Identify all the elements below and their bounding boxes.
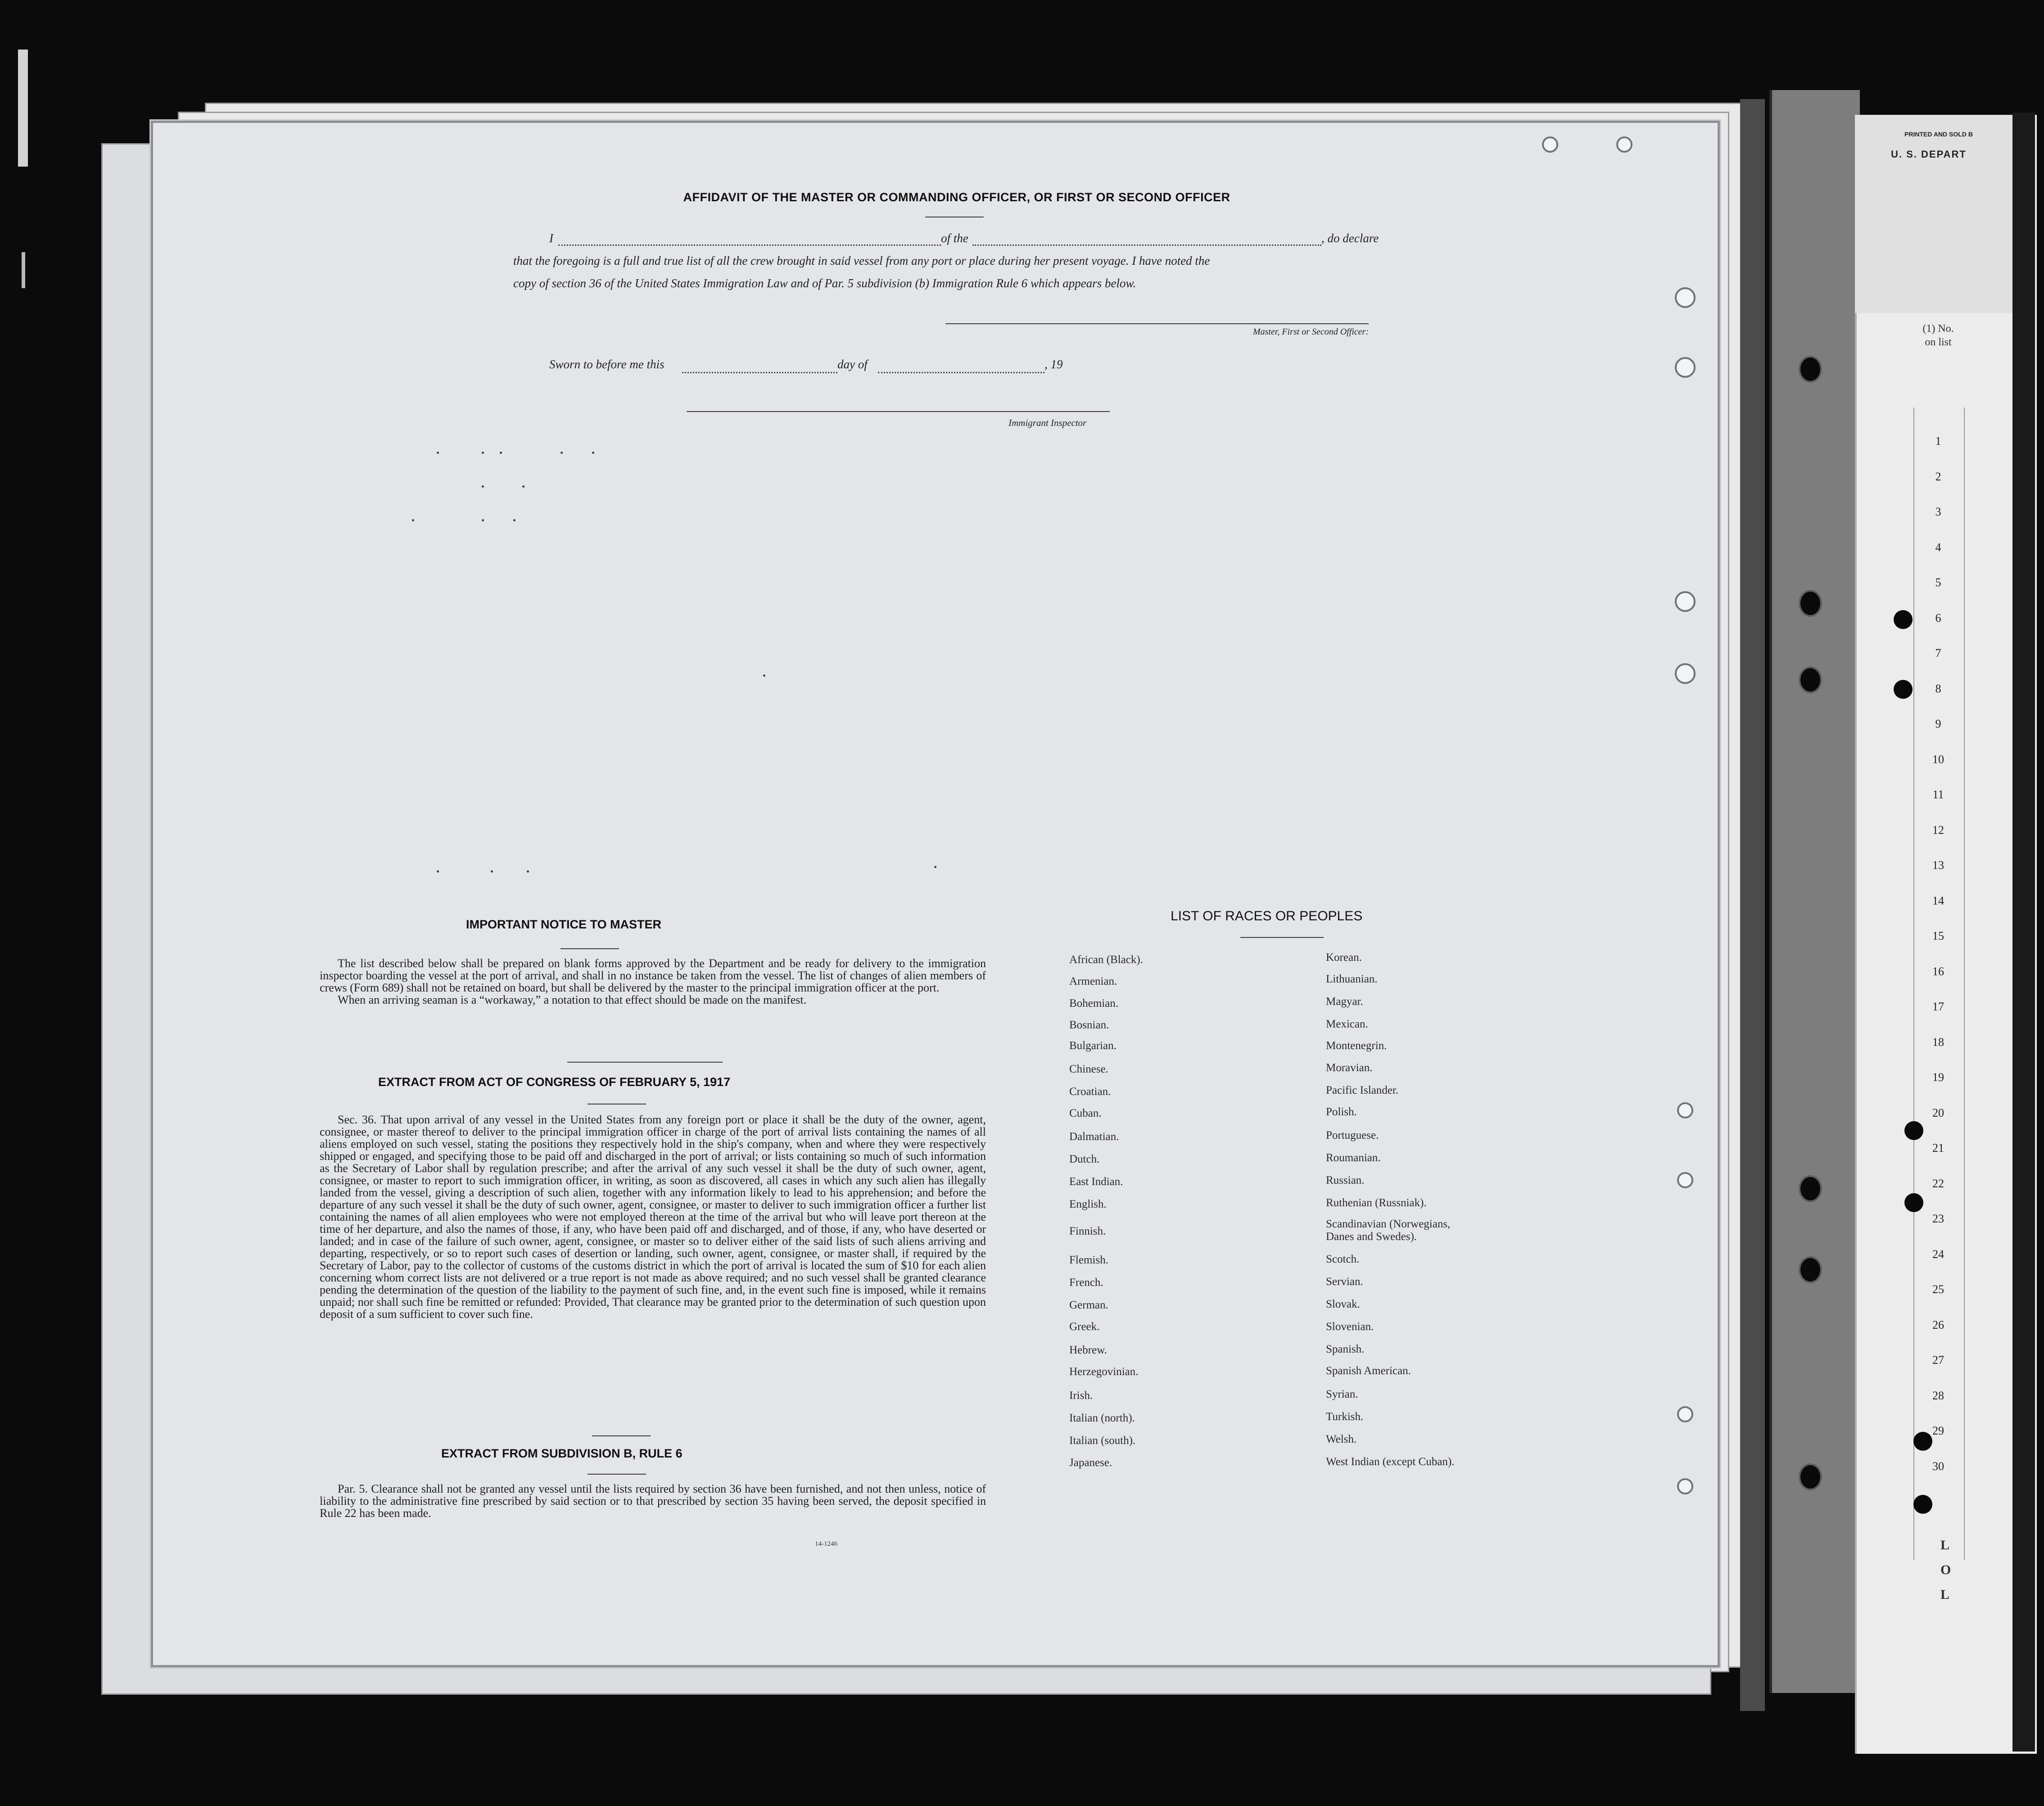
sworn-month-field[interactable] [878, 372, 1045, 373]
side-card-row-number: 9 [1935, 717, 1941, 730]
form-code: 14-1246 [815, 1540, 837, 1548]
race-item: Japanese. [1069, 1457, 1112, 1469]
side-card-row-number: 14 [1932, 894, 1944, 907]
side-card-row-number: 18 [1932, 1035, 1944, 1049]
race-item: Pacific Islander. [1326, 1084, 1399, 1096]
paper-speck [513, 519, 516, 521]
side-card-row-number: 2 [1935, 470, 1941, 483]
race-item: Hebrew. [1069, 1344, 1107, 1356]
side-card-row-number: 3 [1935, 505, 1941, 518]
affidavit-declare-label: , do declare [1321, 231, 1379, 245]
race-item: Finnish. [1069, 1225, 1106, 1237]
race-item: Chinese. [1069, 1063, 1108, 1075]
race-item: Herzegovinian. [1069, 1366, 1139, 1378]
binding-ring-icon [1675, 357, 1696, 378]
side-card-row-number: 26 [1932, 1318, 1944, 1331]
side-card-footer-mark: L [1940, 1538, 1950, 1553]
side-card-punch-hole [1894, 680, 1913, 699]
extract-act-paragraph: Sec. 36. That upon arrival of any vessel in the United States from any foreign port or place it shall be the duty of the owner, agent, consignee, or master thereof to deliver to the principal immigration officer in charge of the port of arrival lists containing the names of all aliens employed on such vessel, stating the positions they respectively hold in the ship's company, when and where they were respectively shipped or engaged, and specifying those to be paid off and discharged in the port of arrival; or lists containing so much of such information as the Secretary of Labor shall by regulation prescribe; and after the arrival of any such vessel it shall be the duty of such owner, agent, consignee, or master to report to such immigration officer, in writing, as soon as discovered, all cases in which any such alien has illegally landed from the vessel, giving a description of such alien, together with any information likely to lead to his apprehension; and before the departure of any such vessel it shall be the duty of such owner, agent, consignee, or master to deliver to such immigration officer a further list containing the names of all alien employees who were not employed thereon at the time of the arrival but who will leave port thereon at the time of her departure, and also the names of those, if any, who have been paid off and discharged, and of those, if any, who have deserted or landed; and in case of the failure of such owner, agent, consignee, or master so to deliver either of the said lists of such aliens arriving and departing, respectively, or so to report such cases of desertion or landing, such owner, agent, consignee, or master shall, if required by the Secretary of Labor, pay to the collector of customs of the customs district in which the port of arrival is located the sum of $10 for each alien concerning whom correct lists are not delivered or a true report is not made as above required; and no such vessel shall be granted clearance pending the determination of the question of the liability to the payment of such fine, and, in the event such fine is imposed, while it remains unpaid; nor shall such fine be remitted or refunded: Provided, That clearance may be granted prior to the determination of such question upon deposit of a sum sufficient to cover such fine. [320, 1113, 986, 1321]
side-card-subtitle: U. S. DEPART [1891, 149, 1967, 160]
race-item: Spanish American. [1326, 1365, 1411, 1377]
vessel-name-field[interactable] [972, 244, 1321, 246]
side-card-footer-mark: L [1940, 1587, 1950, 1602]
scan-edge-strip [22, 252, 25, 288]
binding-ring-icon [1675, 663, 1696, 684]
side-card-row-number: 15 [1932, 929, 1944, 942]
race-item: Turkish. [1326, 1411, 1364, 1423]
extract-rule-body [320, 1483, 986, 1519]
affidavit-line-i [549, 226, 553, 250]
side-card-punch-hole [1904, 1121, 1923, 1140]
race-item: German. [1069, 1299, 1108, 1311]
side-card-row-number: 11 [1932, 788, 1944, 801]
side-card-row-number: 22 [1932, 1177, 1944, 1190]
race-item: Magyar. [1326, 996, 1363, 1008]
side-card-punch-hole [1894, 610, 1913, 629]
paper-speck [522, 485, 525, 488]
side-card-title: PRINTED AND SOLD B [1904, 131, 1973, 138]
race-item: Scotch. [1326, 1253, 1360, 1265]
paper-speck [500, 452, 502, 454]
binding-ring-icon [1616, 136, 1632, 153]
binder-hole [1799, 1256, 1822, 1283]
side-card-row-number: 17 [1932, 1000, 1944, 1013]
race-item: Irish. [1069, 1390, 1093, 1402]
sworn-prefix: Sworn to before me this [549, 358, 665, 371]
race-item: Armenian. [1069, 975, 1117, 987]
binding-ring-icon [1542, 136, 1558, 153]
binder-hole [1799, 666, 1822, 693]
paper-speck [934, 866, 936, 868]
paper-speck [482, 485, 484, 488]
side-card-row-number: 25 [1932, 1283, 1944, 1296]
race-item: Syrian. [1326, 1388, 1358, 1400]
side-card-row-number: 12 [1932, 823, 1944, 837]
side-card-row-number: 29 [1932, 1424, 1944, 1437]
side-card-torn-edge [2012, 113, 2035, 1752]
paper-speck [527, 870, 529, 873]
extract-act-title: EXTRACT FROM ACT OF CONGRESS OF FEBRUARY 5, 1917 [378, 1075, 731, 1089]
side-card-header [1855, 115, 2035, 313]
race-item: Scandinavian (Norwegians, Danes and Swedes). [1326, 1218, 1451, 1243]
binding-ring-icon [1677, 1102, 1693, 1118]
race-item: Montenegrin. [1326, 1040, 1387, 1052]
side-card-row-number: 6 [1935, 611, 1941, 625]
sworn-year-label: , 19 [1045, 358, 1063, 371]
binding-ring-icon [1677, 1478, 1693, 1494]
paper-speck [437, 452, 439, 454]
race-item: Greek. [1069, 1321, 1100, 1333]
binder-board [1769, 90, 1860, 1693]
declarant-name-field[interactable] [558, 244, 941, 246]
race-item: English. [1069, 1198, 1107, 1210]
side-card-footer-mark: O [1940, 1562, 1951, 1577]
side-card-punch-hole [1913, 1495, 1932, 1514]
race-item: Mexican. [1326, 1018, 1368, 1030]
paper-speck [482, 519, 484, 521]
notice-paragraph: When an arriving seaman is a “workaway,” a notation to that effect should be made on the manifest. [338, 993, 807, 1006]
section-divider [567, 1062, 723, 1063]
side-card-row-number: 10 [1932, 752, 1944, 766]
race-item: East Indian. [1069, 1176, 1123, 1188]
notice-paragraph: The list described below shall be prepared on blank forms approved by the Department and be ready for delivery to the immigration inspector boarding the vessel at the port of arrival, and shall in no instance be taken from the vessel. The list of changes of alien members of crews (Form 689) shall not be retained on board, but shall be delivered by the master to the principal immigration officer at the port. [320, 957, 986, 994]
paper-speck [491, 870, 493, 873]
race-item: Italian (south). [1069, 1435, 1136, 1447]
side-card-row-number: 24 [1932, 1247, 1944, 1261]
races-title: LIST OF RACES OR PEOPLES [1171, 909, 1363, 923]
side-card-row-number: 8 [1935, 682, 1941, 695]
race-item: Servian. [1326, 1276, 1363, 1288]
race-item: Polish. [1326, 1106, 1357, 1118]
side-card-row-number: 13 [1932, 859, 1944, 872]
scan-edge-strip [18, 50, 28, 167]
paper-speck [592, 452, 594, 454]
race-item: Dutch. [1069, 1153, 1100, 1165]
race-item: West Indian (except Cuban). [1326, 1456, 1455, 1468]
affidavit-i-label: I [549, 231, 553, 245]
affidavit-of-the-label: of the [941, 231, 968, 245]
race-item: Bosnian. [1069, 1019, 1109, 1031]
race-item: Bulgarian. [1069, 1040, 1117, 1052]
sworn-day-of-label: day of [837, 358, 868, 371]
affidavit-line-3: copy of section 36 of the United States Immigration Law and of Par. 5 subdivision (b) Immigration Rule 6 which appears below. [513, 276, 1136, 290]
affidavit-title: AFFIDAVIT OF THE MASTER OR COMMANDING OFFICER, OR FIRST OR SECOND OFFICER [683, 190, 1230, 204]
extract-rule-paragraph: Par. 5. Clearance shall not be granted any vessel until the lists required by section 36 have been furnished, and not then unless, notice of liability to the administrative fine prescribed by said section or to that prescribed by section 35 having been served, the deposit specified in Rule 22 has been made. [320, 1482, 986, 1520]
race-item: Cuban. [1069, 1107, 1102, 1119]
race-item: French. [1069, 1276, 1103, 1289]
notice-underline [561, 948, 619, 949]
race-item: African (Black). [1069, 954, 1143, 966]
paper-speck [482, 452, 484, 454]
extract-rule-title: EXTRACT FROM SUBDIVISION B, RULE 6 [441, 1447, 683, 1460]
paper-speck [561, 452, 563, 454]
extract-rule-underline [588, 1474, 646, 1475]
binder-hole [1799, 1463, 1822, 1490]
extract-act-body [320, 1113, 986, 1320]
side-card-row-number: 21 [1932, 1141, 1944, 1154]
binder-hole [1799, 1175, 1822, 1202]
binding-ring-icon [1677, 1172, 1693, 1188]
section-divider [592, 1435, 651, 1436]
race-item: Croatian. [1069, 1086, 1111, 1098]
race-item: Slovenian. [1326, 1321, 1374, 1333]
side-card-row-number: 28 [1932, 1389, 1944, 1402]
signature-label: Master, First or Second Officer: [1253, 327, 1369, 337]
race-item: Slovak. [1326, 1298, 1360, 1310]
race-item: Italian (north). [1069, 1412, 1135, 1424]
race-item: Portuguese. [1326, 1129, 1379, 1141]
side-card-row-number: 23 [1932, 1212, 1944, 1225]
paper-speck [437, 870, 439, 873]
binding-ring-icon [1677, 1406, 1693, 1422]
notice-title: IMPORTANT NOTICE TO MASTER [466, 918, 661, 931]
side-card-row-number: 4 [1935, 540, 1941, 554]
side-card-row-number: 20 [1932, 1106, 1944, 1119]
side-card-column-header: (1) No. on list [1922, 323, 1954, 348]
race-item: Bohemian. [1069, 997, 1119, 1009]
race-item: Spanish. [1326, 1343, 1365, 1355]
race-item: Dalmatian. [1069, 1131, 1119, 1143]
affidavit-line-2: that the foregoing is a full and true list of all the crew brought in said vessel from any port or place during her present voyage. I have noted the [513, 254, 1210, 267]
paper-speck [763, 674, 765, 677]
side-card-row-number: 1 [1935, 435, 1941, 448]
side-card-row-number: 16 [1932, 964, 1944, 978]
side-card-row-number: 27 [1932, 1353, 1944, 1367]
paper-speck [412, 519, 414, 521]
side-card-row-number: 7 [1935, 647, 1941, 660]
binder-board [1740, 99, 1765, 1711]
binder-hole [1799, 356, 1822, 383]
race-item: Flemish. [1069, 1254, 1108, 1266]
manifest-page [151, 121, 1720, 1667]
side-card-row-number: 5 [1935, 576, 1941, 589]
race-item: Ruthenian (Russniak). [1326, 1197, 1427, 1209]
binding-ring-icon [1675, 591, 1696, 612]
race-item: Welsh. [1326, 1433, 1357, 1445]
notice-body [320, 957, 986, 1006]
side-card-punch-hole [1904, 1193, 1923, 1212]
binder-hole [1799, 590, 1822, 617]
race-item: Moravian. [1326, 1062, 1373, 1074]
race-item: Lithuanian. [1326, 973, 1378, 985]
races-underline [1240, 937, 1324, 938]
sworn-day-field[interactable] [682, 372, 837, 373]
inspector-label: Immigrant Inspector [1008, 417, 1087, 428]
race-item: Korean. [1326, 951, 1362, 964]
binding-ring-icon [1675, 287, 1696, 308]
race-item: Roumanian. [1326, 1152, 1381, 1164]
race-item: Russian. [1326, 1174, 1365, 1186]
side-card-row-number: 19 [1932, 1071, 1944, 1084]
side-card-row-number: 30 [1932, 1459, 1944, 1473]
